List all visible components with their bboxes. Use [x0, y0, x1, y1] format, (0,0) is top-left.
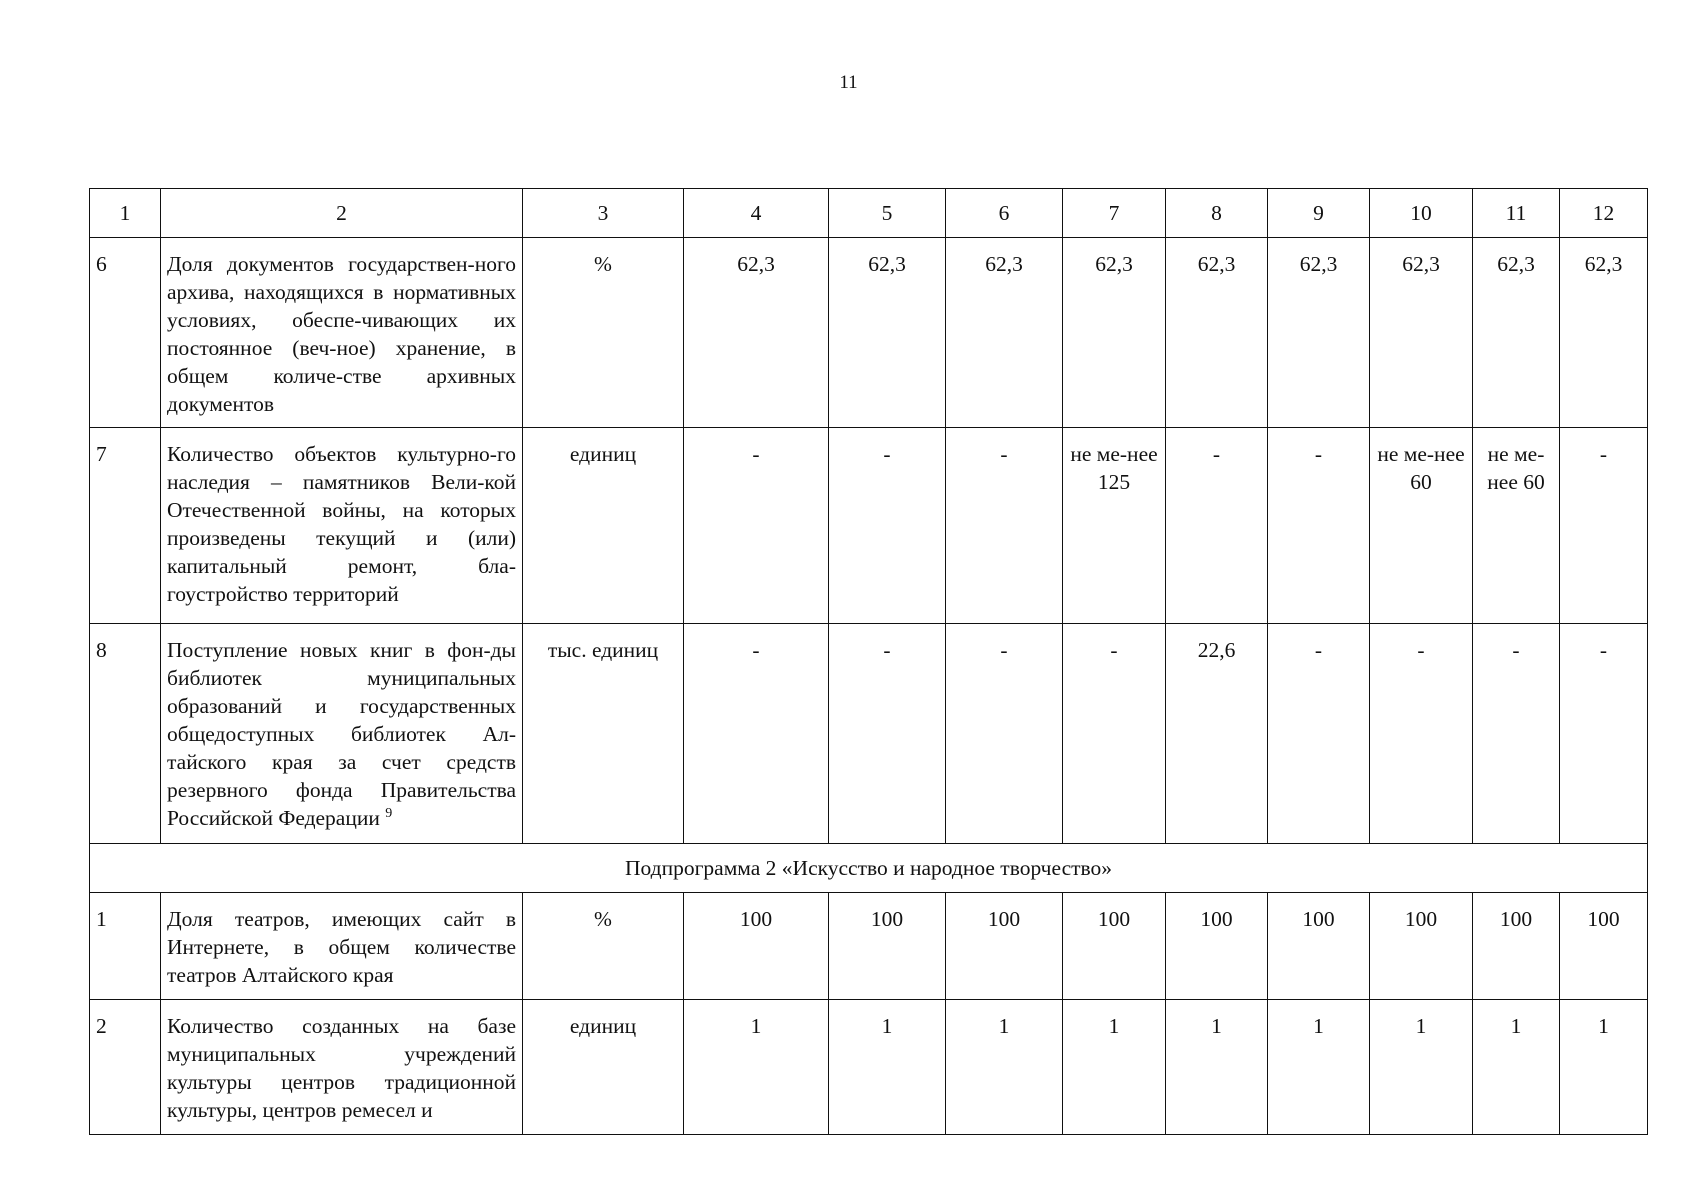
value-cell: - — [684, 428, 829, 624]
indicator-name: Доля документов государствен-ного архива, находящихся в нормативных условиях, обеспе-чивающих их постоянное (веч-ное) хранение, в общем количе-стве архивных документов — [161, 238, 523, 428]
value-cell: - — [829, 428, 946, 624]
value-cell: 62,3 — [946, 238, 1063, 428]
indicator-name: Количество созданных на базе муниципальных учреждений культуры центров традиционной культуры, центров ремесел и — [161, 1000, 523, 1135]
value-cell: не ме-нее 125 — [1063, 428, 1166, 624]
indicator-name: Количество объектов культурно-го наследия – памятников Вели-кой Отечественной войны, на которых произведены текущий и (или) капитальный ремонт, бла-гоустройство территорий — [161, 428, 523, 624]
row-number: 7 — [90, 428, 161, 624]
column-header: 12 — [1560, 189, 1648, 238]
footnote-mark: 9 — [385, 805, 393, 821]
value-cell: - — [946, 624, 1063, 844]
value-cell: 100 — [684, 893, 829, 1000]
value-cell: 62,3 — [1473, 238, 1560, 428]
value-cell: 100 — [1268, 893, 1370, 1000]
column-header: 4 — [684, 189, 829, 238]
column-header: 3 — [523, 189, 684, 238]
column-header: 1 — [90, 189, 161, 238]
column-header: 9 — [1268, 189, 1370, 238]
indicator-name-text: Поступление новых книг в фон-ды библиотек муниципальных образований и государственных общедоступных библиотек Ал-тайского края за счет средств резервного фонда Правительства Российской Федерации — [167, 638, 516, 830]
value-cell: 62,3 — [1166, 238, 1268, 428]
indicator-name — [161, 624, 523, 844]
table-row — [90, 428, 1648, 624]
value-cell: 1 — [1370, 1000, 1473, 1135]
value-cell: 1 — [829, 1000, 946, 1135]
value-cell: 62,3 — [1560, 238, 1648, 428]
indicator-name: Доля театров, имеющих сайт в Интернете, в общем количестве театров Алтайского края — [161, 893, 523, 1000]
column-header: 10 — [1370, 189, 1473, 238]
value-cell: 100 — [1473, 893, 1560, 1000]
column-header: 6 — [946, 189, 1063, 238]
value-cell: 100 — [1370, 893, 1473, 1000]
value-cell: 100 — [946, 893, 1063, 1000]
unit-cell: единиц — [523, 428, 684, 624]
value-cell: - — [1166, 428, 1268, 624]
value-cell: - — [1560, 428, 1648, 624]
column-header: 11 — [1473, 189, 1560, 238]
unit-cell: единиц — [523, 1000, 684, 1135]
value-cell: - — [1268, 624, 1370, 844]
row-number: 2 — [90, 1000, 161, 1135]
table-row — [90, 238, 1648, 428]
value-cell: 22,6 — [1166, 624, 1268, 844]
value-cell: - — [1370, 624, 1473, 844]
value-cell: не ме-нее 60 — [1370, 428, 1473, 624]
value-cell: - — [684, 624, 829, 844]
row-number: 6 — [90, 238, 161, 428]
value-cell: - — [1473, 624, 1560, 844]
unit-cell: % — [523, 893, 684, 1000]
value-cell: - — [946, 428, 1063, 624]
value-cell: 100 — [1560, 893, 1648, 1000]
value-cell: 100 — [829, 893, 946, 1000]
subprogram-title: Подпрограмма 2 «Искусство и народное творчество» — [90, 844, 1648, 893]
column-number-row — [90, 189, 1648, 238]
value-cell: 62,3 — [684, 238, 829, 428]
value-cell: 62,3 — [1063, 238, 1166, 428]
table-row — [90, 893, 1648, 1000]
page-number: 11 — [839, 72, 858, 93]
value-cell: 100 — [1166, 893, 1268, 1000]
column-header: 8 — [1166, 189, 1268, 238]
value-cell: 1 — [684, 1000, 829, 1135]
column-header: 5 — [829, 189, 946, 238]
value-cell: - — [1268, 428, 1370, 624]
row-number: 8 — [90, 624, 161, 844]
row-number: 1 — [90, 893, 161, 1000]
value-cell: 1 — [1063, 1000, 1166, 1135]
unit-cell: % — [523, 238, 684, 428]
unit-cell: тыс. единиц — [523, 624, 684, 844]
column-header: 7 — [1063, 189, 1166, 238]
value-cell: 62,3 — [829, 238, 946, 428]
column-header: 2 — [161, 189, 523, 238]
table-row — [90, 624, 1648, 844]
value-cell: не ме-нее 60 — [1473, 428, 1560, 624]
indicators-table — [89, 188, 1648, 1135]
value-cell: - — [1560, 624, 1648, 844]
value-cell: 1 — [946, 1000, 1063, 1135]
value-cell: - — [1063, 624, 1166, 844]
value-cell: 100 — [1063, 893, 1166, 1000]
value-cell: 62,3 — [1268, 238, 1370, 428]
value-cell: 1 — [1560, 1000, 1648, 1135]
section-row — [90, 844, 1648, 893]
value-cell: 1 — [1473, 1000, 1560, 1135]
value-cell: 1 — [1166, 1000, 1268, 1135]
value-cell: - — [829, 624, 946, 844]
value-cell: 1 — [1268, 1000, 1370, 1135]
table-row — [90, 1000, 1648, 1135]
value-cell: 62,3 — [1370, 238, 1473, 428]
